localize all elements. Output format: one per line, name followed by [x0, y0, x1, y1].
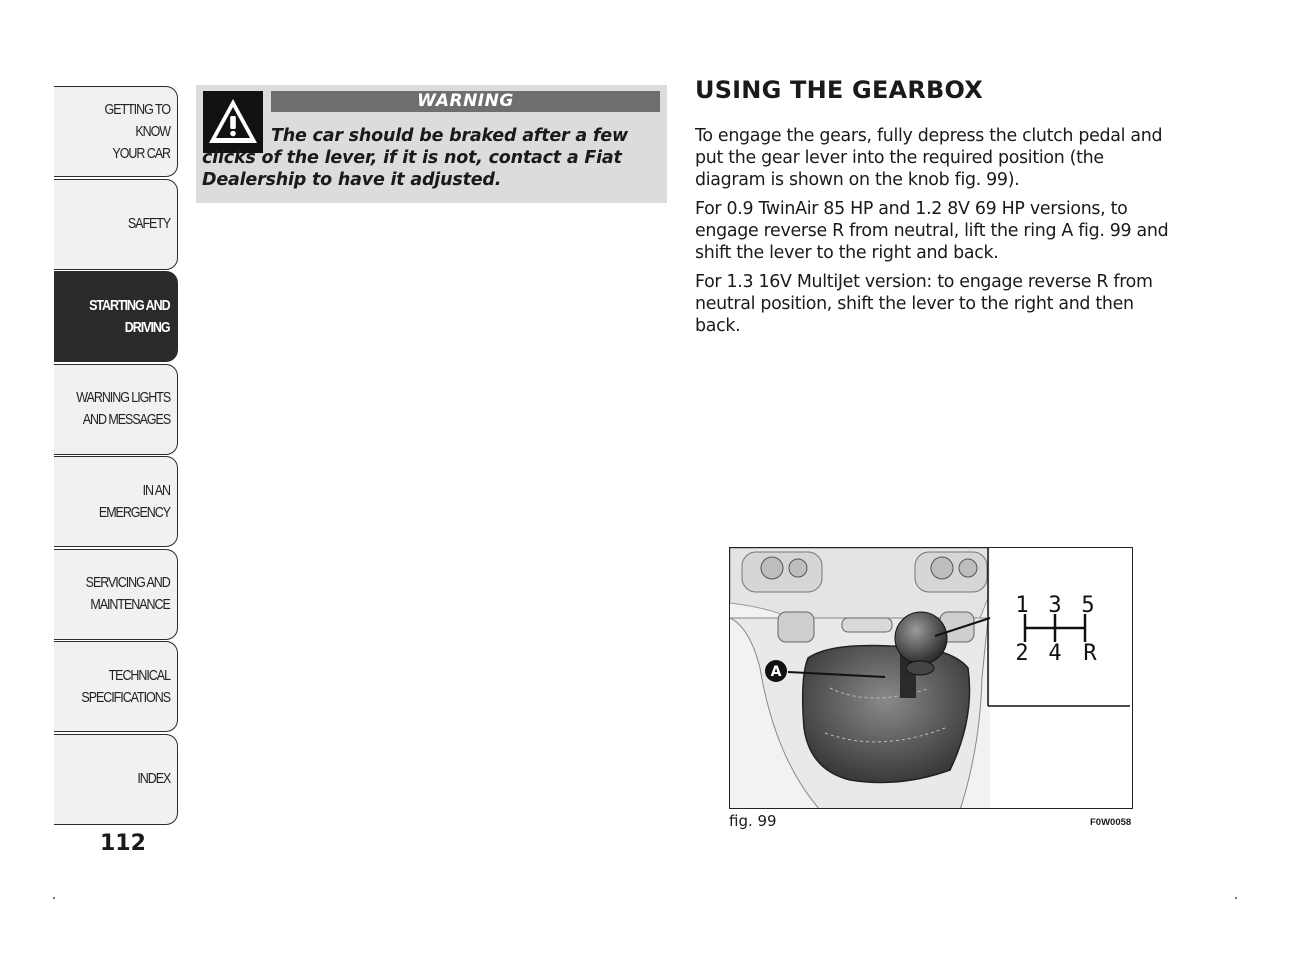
- tab-label: GETTING TO KNOW YOUR CAR: [104, 101, 170, 162]
- paragraph: For 1.3 16V MultiJet version: to engage reverse R from neutral position, shift the lever to the right and then back.: [695, 272, 1153, 336]
- gearbox-figure: [729, 547, 1133, 809]
- gear-lever-illustration: [730, 548, 1133, 809]
- warning-box: [196, 85, 667, 203]
- gear-label: 1: [1015, 593, 1029, 618]
- crop-mark: [1235, 897, 1237, 899]
- page-number: 112: [100, 831, 146, 856]
- paragraph: For 0.9 TwinAir 85 HP and 1.2 8V 69 HP versions, to engage reverse R from neutral, lift the ring A fig. 99 and shift the lever to the right and back.: [695, 199, 1169, 263]
- warning-text: The car should be braked after a few clicks of the lever, if it is not, contact a Fiat Dealership to have it adjusted.: [202, 126, 628, 190]
- tab-getting-to-know[interactable]: [54, 86, 178, 177]
- tab-label: SERVICING AND MAINTENANCE: [85, 575, 170, 613]
- tab-servicing[interactable]: [54, 549, 178, 640]
- chapter-tabs: [54, 86, 178, 826]
- gear-label: R: [1083, 641, 1097, 666]
- tab-label: IN AN EMERGENCY: [98, 482, 170, 521]
- section-title: USING THE GEARBOX: [695, 76, 983, 104]
- tab-starting-and-driving[interactable]: [54, 271, 178, 362]
- warning-header: WARNING: [271, 91, 660, 112]
- gear-label: 3: [1048, 593, 1062, 618]
- tab-label: INDEX: [137, 771, 170, 787]
- callout-label: A: [770, 664, 782, 680]
- figure-code: F0W0058: [1090, 817, 1132, 828]
- tab-index[interactable]: [54, 734, 178, 825]
- paragraph: To engage the gears, fully depress the clutch pedal and put the gear lever into the required position (the diagram is shown on the knob fig. 99).: [695, 126, 1163, 190]
- tab-technical-specifications[interactable]: [54, 641, 178, 732]
- gear-label: 2: [1015, 641, 1029, 666]
- tab-label: TECHNICAL SPECIFICATIONS: [81, 667, 170, 706]
- tab-label: WARNING LIGHTS AND MESSAGES: [76, 390, 170, 428]
- tab-label: STARTING AND DRIVING: [89, 297, 170, 336]
- figure-caption: fig. 99: [729, 812, 777, 830]
- gear-label: 5: [1081, 593, 1095, 618]
- tab-warning-lights[interactable]: [54, 364, 178, 455]
- crop-mark: [53, 897, 55, 899]
- tab-label: SAFETY: [127, 216, 170, 232]
- section-body: [695, 125, 1175, 344]
- gear-label: 4: [1048, 641, 1062, 666]
- tab-in-an-emergency[interactable]: [54, 456, 178, 547]
- tab-safety[interactable]: [54, 179, 178, 270]
